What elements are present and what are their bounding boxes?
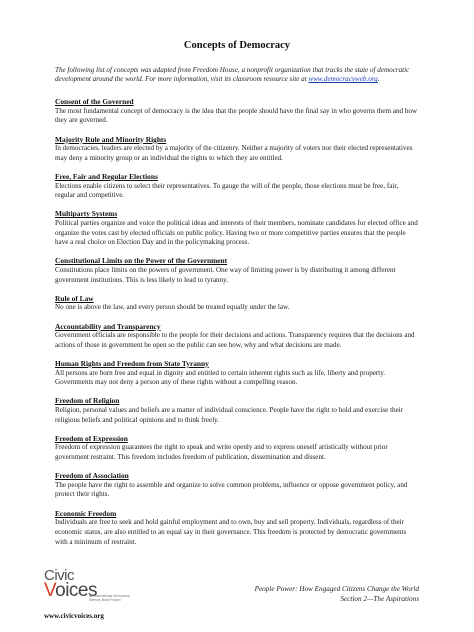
concept-economic-freedom	[55, 509, 419, 548]
civic-voices-logo	[44, 568, 134, 608]
concept-freedom-association	[55, 471, 419, 500]
concept-heading: Majority Rule and Minority Rights	[55, 134, 167, 144]
logo-tagline: An International Democracy Memory Bank Project	[89, 594, 130, 603]
concept-freedom-expression	[55, 434, 419, 463]
book-title: People Power: How Engaged Citizens Change the World	[254, 585, 419, 593]
concept-body: No one is above the law, and every person should be treated equally under the law.	[55, 303, 290, 312]
concept-human-rights	[55, 359, 419, 388]
concept-heading: Accountability and Transparency	[55, 321, 161, 331]
civicvoices-url-link[interactable]: www.civicvoices.org	[44, 612, 104, 620]
concept-heading: Consent of the Governed	[55, 97, 134, 107]
concept-heading: Free, Fair and Regular Elections	[55, 171, 158, 181]
intro-end: .	[377, 75, 380, 84]
concept-heading: Freedom of Religion	[55, 396, 120, 406]
concept-body: The people have the right to assemble and organize to solve common problems, influence or oppose government policy, and protect their rights.	[55, 480, 408, 499]
concept-body: All persons are born free and equal in dignity and entitled to certain inherent rights such as life, liberty and property. Governments may not deny a person any of these rights without a compelling reason.	[55, 368, 386, 387]
democracyweb-link[interactable]: www.democracyweb.org	[308, 75, 378, 84]
concept-body: Individuals are free to seek and hold gainful employment and to own, buy and sell property. Individuals, regardless of their economic status, are also entitled to an equal say in their governance. This freedom is protected by democratic governments with a minimum of restraint.	[55, 518, 407, 546]
intro-text: The following list of concepts was adapted from Freedom House, a nonprofit organization that tracks the state of democratic development around the world. For more information, visit its classroom resource site at	[55, 65, 410, 84]
concept-accountability	[55, 322, 419, 351]
logo-word-civic: Civic	[44, 567, 74, 584]
concept-heading: Economic Freedom	[55, 508, 117, 518]
concept-body: Government officials are responsible to the people for their decisions and actions. Transparency requires that the decisions and actions of those in government be open so the public can see how, why and what decisions are made.	[55, 331, 415, 349]
concept-body: In democracies, leaders are elected by a majority of the citizenry. Neither a majority of voters nor their elected representatives may deny a minority group or an individual the rights to which they are entitled.	[55, 144, 413, 162]
page-title: Concepts of Democracy	[183, 40, 291, 51]
concept-elections	[55, 172, 419, 201]
concept-heading: Multiparty Systems	[55, 209, 118, 219]
concept-list	[55, 97, 419, 547]
concept-heading: Freedom of Expression	[55, 433, 128, 443]
concept-body: Constitutions place limits on the powers of government. One way of limiting power is by distributing it among different government institutions. This is less likely to lead to tyranny.	[55, 266, 396, 284]
logo-word-oices: oices	[55, 580, 97, 601]
concept-multiparty	[55, 209, 419, 248]
concept-body: Religion, personal values and beliefs are a matter of individual conscience. People have the right to hold and exercise their religious beliefs and political opinions and to think freely.	[55, 406, 404, 424]
concept-body: Elections enable citizens to select their representatives. To gauge the will of the people, those elections must be free, fair, regular and competitive.	[55, 181, 399, 200]
concept-rule-of-law	[55, 294, 419, 313]
concept-constitutional-limits	[55, 256, 419, 285]
concept-heading: Rule of Law	[55, 293, 94, 303]
concept-body: Political parties organize and voice the political ideas and interests of their members, nominate candidates for elected office and organize the votes cast by elected officials on public policy. Having two or more competitive parties ensures that the people have a real choice on Election Day and in the policymaking process.	[55, 219, 418, 247]
concept-body: The most fundamental concept of democracy is the idea that the people should have the final say in who governs them and how they are governed.	[55, 106, 418, 125]
concept-freedom-religion	[55, 396, 419, 425]
section-label: Section 2—The Aspirations	[340, 595, 419, 604]
concept-heading: Human Rights and Freedom from State Tyranny	[55, 359, 209, 368]
concept-majority-rule	[55, 135, 419, 164]
logo-letter-v: V	[44, 580, 56, 601]
concept-consent	[55, 97, 419, 126]
concept-heading: Constitutional Limits on the Power of the Government	[55, 256, 228, 266]
intro-paragraph	[55, 66, 419, 86]
concept-heading: Freedom of Association	[55, 471, 129, 481]
document-page	[55, 40, 419, 556]
concept-body: Freedom of expression guarantees the right to speak and write openly and to express oneself artistically without prior government restraint. This freedom includes freedom of publication, dissemination and dissent.	[55, 443, 388, 462]
footer-citation	[255, 584, 419, 605]
